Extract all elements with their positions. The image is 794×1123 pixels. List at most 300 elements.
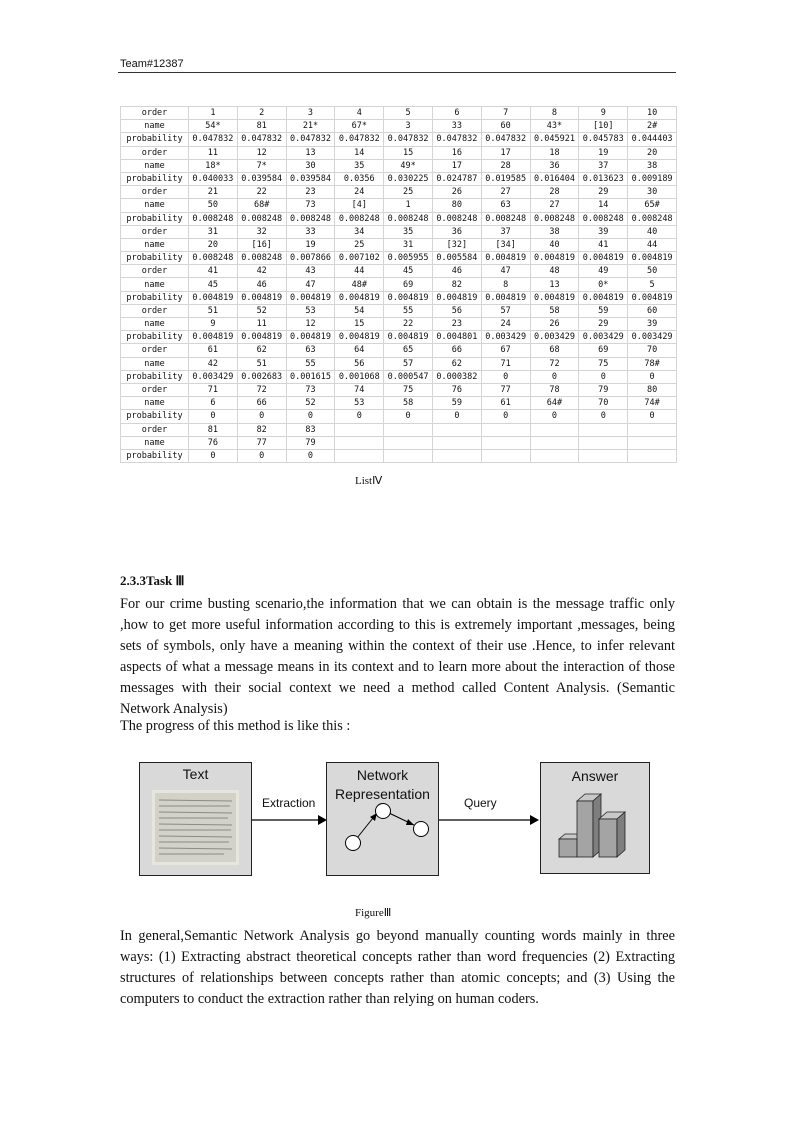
table-cell: 49* xyxy=(384,159,433,172)
table-cell: 10 xyxy=(628,107,677,120)
table-cell: 26 xyxy=(530,318,579,331)
table-cell: 0.008248 xyxy=(432,212,481,225)
table-cell: 21 xyxy=(189,186,238,199)
table-cell: 51 xyxy=(237,357,286,370)
table-cell: 74 xyxy=(335,383,384,396)
table-cell: 6 xyxy=(189,397,238,410)
table-cell: 0.004819 xyxy=(237,291,286,304)
table-cell: 58 xyxy=(384,397,433,410)
row-label: probability xyxy=(121,370,189,383)
table-cell xyxy=(628,423,677,436)
table-cell: 46 xyxy=(432,265,481,278)
table-cell: 69 xyxy=(384,278,433,291)
table-cell: 15 xyxy=(335,318,384,331)
table-cell: 0.005584 xyxy=(432,252,481,265)
table-cell: 75 xyxy=(384,383,433,396)
table-cell: 0.008248 xyxy=(237,212,286,225)
table-cell: 0.004819 xyxy=(628,291,677,304)
row-label: name xyxy=(121,120,189,133)
row-label: order xyxy=(121,186,189,199)
table-cell: 71 xyxy=(481,357,530,370)
table-cell: 28 xyxy=(530,186,579,199)
table-cell: 0.004819 xyxy=(286,331,335,344)
table-cell: 44 xyxy=(628,238,677,251)
table-cell: 0.004819 xyxy=(628,252,677,265)
table-cell: 0.008248 xyxy=(628,212,677,225)
table-cell: 83 xyxy=(286,423,335,436)
table-cell: 0.040033 xyxy=(189,172,238,185)
table-cell: 8 xyxy=(530,107,579,120)
table-cell: 0.008248 xyxy=(530,212,579,225)
table-cell: 37 xyxy=(579,159,628,172)
table-cell: 14 xyxy=(579,199,628,212)
table-cell xyxy=(579,436,628,449)
table-row xyxy=(121,238,677,251)
table-cell: 0.001068 xyxy=(335,370,384,383)
table-cell: 68# xyxy=(237,199,286,212)
table-cell: 0.003429 xyxy=(579,331,628,344)
table-cell: 0.008248 xyxy=(384,212,433,225)
table-cell xyxy=(628,449,677,462)
header-team: Team#12387 xyxy=(120,58,184,70)
table-cell: 0.004819 xyxy=(579,252,628,265)
table-cell: 0.039584 xyxy=(237,172,286,185)
table-cell: 63 xyxy=(481,199,530,212)
row-label: name xyxy=(121,318,189,331)
table-row xyxy=(121,133,677,146)
table-cell: 25 xyxy=(384,186,433,199)
table-cell: 70 xyxy=(579,397,628,410)
table-cell: 77 xyxy=(481,383,530,396)
table-cell: 39 xyxy=(579,225,628,238)
table-cell: 79 xyxy=(579,383,628,396)
table-cell: 52 xyxy=(286,397,335,410)
table-cell: 0.039584 xyxy=(286,172,335,185)
row-label: order xyxy=(121,423,189,436)
table-cell: 36 xyxy=(432,225,481,238)
row-label: name xyxy=(121,357,189,370)
table-cell: 26 xyxy=(432,186,481,199)
table-cell: 74# xyxy=(628,397,677,410)
paragraph-conclusion: In general,Semantic Network Analysis go beyond manually counting words mainly in three ways: (1) Extracting abstract theoretical concepts rather than word frequencies (2) Extracting structures of relationships between concepts rather than atomic concepts; and (3) Using the computers to conduct the extraction rather than relying on human coders. xyxy=(120,928,675,1007)
row-label: name xyxy=(121,436,189,449)
table-cell: 0 xyxy=(481,370,530,383)
table-cell: [10] xyxy=(579,120,628,133)
table-cell: 0.013623 xyxy=(579,172,628,185)
table-cell: 81 xyxy=(189,423,238,436)
table-cell xyxy=(481,436,530,449)
table-row xyxy=(121,212,677,225)
row-label: probability xyxy=(121,212,189,225)
table-cell: 0.005955 xyxy=(384,252,433,265)
row-label: order xyxy=(121,383,189,396)
row-label: name xyxy=(121,199,189,212)
table-cell: 0.007102 xyxy=(335,252,384,265)
row-label: name xyxy=(121,397,189,410)
table-cell: 2# xyxy=(628,120,677,133)
probability-table xyxy=(120,106,677,463)
table-cell: 0.045783 xyxy=(579,133,628,146)
table-cell: 57 xyxy=(481,304,530,317)
table-cell: 64# xyxy=(530,397,579,410)
row-label: order xyxy=(121,344,189,357)
table-cell: 31 xyxy=(384,238,433,251)
table-cell: 0.003429 xyxy=(189,370,238,383)
table-cell: 52 xyxy=(237,304,286,317)
table-cell: 0.004819 xyxy=(481,291,530,304)
table-row xyxy=(121,291,677,304)
table-cell: 0.004819 xyxy=(335,331,384,344)
table-cell: 22 xyxy=(237,186,286,199)
table-cell: 34 xyxy=(335,225,384,238)
table-cell: 59 xyxy=(432,397,481,410)
table-cell: [34] xyxy=(481,238,530,251)
table-cell: 66 xyxy=(237,397,286,410)
table-cell: 0 xyxy=(530,410,579,423)
table-cell: 36 xyxy=(530,159,579,172)
table-cell: 44 xyxy=(335,265,384,278)
query-arrow xyxy=(439,814,540,826)
table-row xyxy=(121,120,677,133)
table-cell: 0.024787 xyxy=(432,172,481,185)
table-row xyxy=(121,304,677,317)
row-label: name xyxy=(121,159,189,172)
row-label: probability xyxy=(121,172,189,185)
table-cell: 0.004819 xyxy=(189,331,238,344)
table-cell: 80 xyxy=(432,199,481,212)
table-cell: 45 xyxy=(189,278,238,291)
table-cell: 7* xyxy=(237,159,286,172)
table-cell: 0 xyxy=(579,370,628,383)
table-cell: 31 xyxy=(189,225,238,238)
table-cell: 67* xyxy=(335,120,384,133)
row-label: order xyxy=(121,225,189,238)
table-row xyxy=(121,410,677,423)
table-cell: 35 xyxy=(384,225,433,238)
table-cell: 0.007866 xyxy=(286,252,335,265)
table-cell: 42 xyxy=(237,265,286,278)
text-box-title: Text xyxy=(182,766,209,782)
table-row xyxy=(121,357,677,370)
table-cell: 0.000382 xyxy=(432,370,481,383)
table-cell: 70 xyxy=(628,344,677,357)
table-cell: 33 xyxy=(432,120,481,133)
table-cell: 30 xyxy=(286,159,335,172)
table-cell: 0* xyxy=(579,278,628,291)
row-label: probability xyxy=(121,252,189,265)
table-cell: 57 xyxy=(384,357,433,370)
table-cell: 0.008248 xyxy=(579,212,628,225)
network-box xyxy=(326,762,439,876)
table-cell: 20 xyxy=(189,238,238,251)
table-cell: 0.004819 xyxy=(189,291,238,304)
table-cell: 19 xyxy=(286,238,335,251)
table-cell: 0.0356 xyxy=(335,172,384,185)
row-label: name xyxy=(121,238,189,251)
table-cell: 20 xyxy=(628,146,677,159)
table-cell: 0.001615 xyxy=(286,370,335,383)
table-cell: 77 xyxy=(237,436,286,449)
table-cell: 0 xyxy=(286,410,335,423)
table-row xyxy=(121,370,677,383)
table-cell: 76 xyxy=(189,436,238,449)
table-cell: 0 xyxy=(189,449,238,462)
table-cell: 54 xyxy=(335,304,384,317)
table-cell: 0.008248 xyxy=(189,252,238,265)
row-label: probability xyxy=(121,410,189,423)
table-row xyxy=(121,344,677,357)
row-label: probability xyxy=(121,291,189,304)
table-cell xyxy=(335,423,384,436)
table-cell: 62 xyxy=(432,357,481,370)
table-cell: 0.008248 xyxy=(286,212,335,225)
table-row xyxy=(121,318,677,331)
table-row xyxy=(121,397,677,410)
table-cell: 0 xyxy=(579,410,628,423)
table-cell: 28 xyxy=(481,159,530,172)
table-cell: 23 xyxy=(432,318,481,331)
row-label: order xyxy=(121,107,189,120)
table-cell: 56 xyxy=(432,304,481,317)
table-cell: 0.004819 xyxy=(384,331,433,344)
table-cell xyxy=(432,423,481,436)
table-cell: 0.030225 xyxy=(384,172,433,185)
table-cell xyxy=(579,449,628,462)
table-cell: 0.008248 xyxy=(189,212,238,225)
table-cell: 0.047832 xyxy=(335,133,384,146)
table-cell: 0.045921 xyxy=(530,133,579,146)
table-cell: 46 xyxy=(237,278,286,291)
table-cell: 73 xyxy=(286,383,335,396)
table-cell: 0 xyxy=(432,410,481,423)
table-row xyxy=(121,159,677,172)
table-cell: 13 xyxy=(530,278,579,291)
table-row xyxy=(121,252,677,265)
extraction-arrow xyxy=(252,814,328,826)
table-cell: 40 xyxy=(628,225,677,238)
table-cell: 6 xyxy=(432,107,481,120)
table-cell: 68 xyxy=(530,344,579,357)
table-cell: 0 xyxy=(384,410,433,423)
table-cell xyxy=(432,449,481,462)
table-cell: 24 xyxy=(481,318,530,331)
table-cell: 0 xyxy=(189,410,238,423)
table-cell: 47 xyxy=(286,278,335,291)
table-cell: 66 xyxy=(432,344,481,357)
table-cell xyxy=(481,449,530,462)
table-cell: 65# xyxy=(628,199,677,212)
table-cell: 0.004819 xyxy=(384,291,433,304)
table-row xyxy=(121,146,677,159)
table-cell: 72 xyxy=(237,383,286,396)
table-cell: 60 xyxy=(628,304,677,317)
table-cell: 29 xyxy=(579,186,628,199)
table-cell: 29 xyxy=(579,318,628,331)
table-cell: 25 xyxy=(335,238,384,251)
arrow-label-query: Query xyxy=(464,796,497,810)
table-cell xyxy=(530,436,579,449)
table-cell: [16] xyxy=(237,238,286,251)
table-cell: 0.047832 xyxy=(286,133,335,146)
table-cell: 5 xyxy=(384,107,433,120)
table-row xyxy=(121,383,677,396)
table-cell xyxy=(432,436,481,449)
table-cell: 38 xyxy=(530,225,579,238)
table-row xyxy=(121,225,677,238)
table-cell: 69 xyxy=(579,344,628,357)
table-cell: 9 xyxy=(579,107,628,120)
table-cell: 0.004819 xyxy=(530,291,579,304)
table-cell: 0.019585 xyxy=(481,172,530,185)
text-box xyxy=(139,762,252,876)
table-cell: 58 xyxy=(530,304,579,317)
table-cell: 39 xyxy=(628,318,677,331)
table-cell: 0.004819 xyxy=(530,252,579,265)
table-cell: 0.047832 xyxy=(384,133,433,146)
paragraph-intro: For our crime busting scenario,the information that we can obtain is the message traffic only ,how to get more useful information according to this is extremely important ,messages, being sets of symbols, only have a meaning within the context of their use .Hence, to infer relevant aspects of what a message means in its context and to learn more about the interaction of those messages with their social context we need a method called Content Analysis. (Semantic Network Analysis) xyxy=(120,596,675,717)
table-cell: 11 xyxy=(189,146,238,159)
table-cell: 0 xyxy=(286,449,335,462)
table-row xyxy=(121,107,677,120)
network-box-line2: Representation xyxy=(335,786,430,802)
row-label: order xyxy=(121,304,189,317)
table-cell: 75 xyxy=(579,357,628,370)
table-cell: [32] xyxy=(432,238,481,251)
table-cell: 14 xyxy=(335,146,384,159)
table-cell: 3 xyxy=(286,107,335,120)
table-cell xyxy=(384,449,433,462)
table-cell: 15 xyxy=(384,146,433,159)
table-cell: 0.004819 xyxy=(432,291,481,304)
table-cell: 42 xyxy=(189,357,238,370)
table-cell: 33 xyxy=(286,225,335,238)
answer-box xyxy=(540,762,650,874)
table-cell: 54* xyxy=(189,120,238,133)
network-box-title xyxy=(327,766,438,804)
table-cell xyxy=(628,436,677,449)
table-cell xyxy=(384,436,433,449)
table-cell: 47 xyxy=(481,265,530,278)
table-cell: 0.004819 xyxy=(286,291,335,304)
table-cell: 71 xyxy=(189,383,238,396)
table-cell xyxy=(481,423,530,436)
table-row xyxy=(121,436,677,449)
table-row xyxy=(121,186,677,199)
table-cell: 0.004801 xyxy=(432,331,481,344)
table-cell: 12 xyxy=(237,146,286,159)
row-label: name xyxy=(121,278,189,291)
answer-box-title: Answer xyxy=(571,768,619,784)
table-cell: 41 xyxy=(189,265,238,278)
table-cell: 0.008248 xyxy=(481,212,530,225)
table-cell: 0.008248 xyxy=(237,252,286,265)
table-cell: 18* xyxy=(189,159,238,172)
table-cell: 12 xyxy=(286,318,335,331)
table-row xyxy=(121,331,677,344)
header-rule xyxy=(118,72,676,73)
table-cell: 65 xyxy=(384,344,433,357)
table-cell: 27 xyxy=(530,199,579,212)
table-cell: 67 xyxy=(481,344,530,357)
row-label: order xyxy=(121,146,189,159)
row-label: probability xyxy=(121,133,189,146)
table-row xyxy=(121,449,677,462)
table-cell: 0.016404 xyxy=(530,172,579,185)
table-cell: 0.000547 xyxy=(384,370,433,383)
figure-caption: FigureⅢ xyxy=(355,907,392,919)
table-cell: 4 xyxy=(335,107,384,120)
arrow-label-extraction: Extraction xyxy=(262,796,316,810)
table-cell: 40 xyxy=(530,238,579,251)
table-cell: 53 xyxy=(286,304,335,317)
table-cell: 73 xyxy=(286,199,335,212)
table-cell: 23 xyxy=(286,186,335,199)
table-cell: 21* xyxy=(286,120,335,133)
table-cell: 56 xyxy=(335,357,384,370)
table-cell xyxy=(530,449,579,462)
table-cell: 0 xyxy=(628,410,677,423)
table-cell: 9 xyxy=(189,318,238,331)
table-cell xyxy=(384,423,433,436)
table-cell: 63 xyxy=(286,344,335,357)
table-cell xyxy=(530,423,579,436)
table-cell: 17 xyxy=(432,159,481,172)
table-row xyxy=(121,172,677,185)
table-cell: 0.044403 xyxy=(628,133,677,146)
table-row xyxy=(121,423,677,436)
table-cell: 32 xyxy=(237,225,286,238)
table-cell: 35 xyxy=(335,159,384,172)
table-cell: 81 xyxy=(237,120,286,133)
table-cell: 2 xyxy=(237,107,286,120)
table-cell: 16 xyxy=(432,146,481,159)
table-cell: 30 xyxy=(628,186,677,199)
table-cell: 22 xyxy=(384,318,433,331)
table-cell: 0.008248 xyxy=(335,212,384,225)
table-cell: 72 xyxy=(530,357,579,370)
table-cell: 0.003429 xyxy=(481,331,530,344)
table-cell xyxy=(579,423,628,436)
table-cell: 0.047832 xyxy=(189,133,238,146)
table-cell: 11 xyxy=(237,318,286,331)
table-cell: 43* xyxy=(530,120,579,133)
table-cell: 50 xyxy=(189,199,238,212)
table-cell: 0.003429 xyxy=(628,331,677,344)
table-cell: 78# xyxy=(628,357,677,370)
network-box-line1: Network xyxy=(356,767,409,783)
table-cell: 79 xyxy=(286,436,335,449)
table-cell: 0.004819 xyxy=(335,291,384,304)
table-cell: 51 xyxy=(189,304,238,317)
table-row xyxy=(121,199,677,212)
table-cell: 1 xyxy=(189,107,238,120)
table-cell: 0.004819 xyxy=(481,252,530,265)
paragraph-progress: The progress of this method is like this : xyxy=(120,718,351,734)
table-cell: 0 xyxy=(237,449,286,462)
table-cell: 17 xyxy=(481,146,530,159)
table-cell: 0.047832 xyxy=(237,133,286,146)
table-cell: 0.009189 xyxy=(628,172,677,185)
table-cell: 55 xyxy=(384,304,433,317)
table-cell xyxy=(335,436,384,449)
table-cell: 60 xyxy=(481,120,530,133)
table-cell: 5 xyxy=(628,278,677,291)
document-image xyxy=(152,790,239,865)
table-cell: 55 xyxy=(286,357,335,370)
table-cell: 0 xyxy=(628,370,677,383)
answer-bar-icon xyxy=(541,783,651,873)
table-cell: 24 xyxy=(335,186,384,199)
